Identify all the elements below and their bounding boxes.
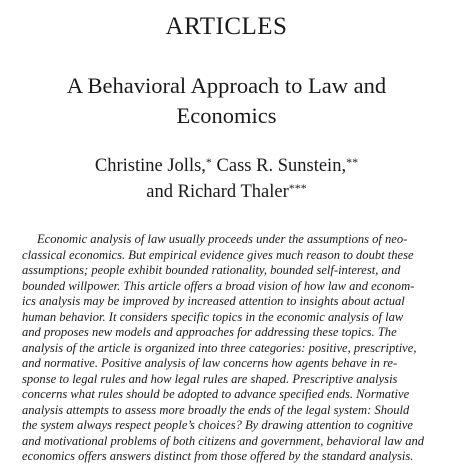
article-title-line: Economics: [176, 103, 277, 128]
abstract-line: human behavior. It considers specific topics in the economic analysis of law: [22, 309, 404, 324]
abstract-line: sponse to legal rules and how legal rules are shaped. Prescriptive analysis: [22, 371, 398, 386]
abstract-line: ics analysis may be improved by increased attention to insights about actual: [22, 294, 405, 308]
article-title-line: A Behavioral Approach to Law and: [66, 73, 387, 98]
abstract-line: bounded willpower. This article offers a broad vision of how law and econom-: [22, 278, 415, 293]
author-byline: [0, 153, 453, 205]
abstract: [22, 232, 440, 465]
author-name: Cass R. Sunstein,: [211, 156, 347, 176]
abstract-line: concerns what rules should be adopted to advance specified ends. Normative: [22, 387, 410, 401]
abstract-line: classical economics. But empirical evidence gives much reason to doubt these: [22, 247, 414, 262]
abstract-line: Economic analysis of law usually proceeds under the assumptions of neo-: [37, 232, 408, 246]
abstract-line: and motivational problems of both citizens and government, behavioral law and: [22, 433, 425, 448]
footnote-mark[interactable]: ***: [288, 181, 307, 195]
abstract-line: analysis attempts to assess more broadly the ends of the legal system: Should: [22, 402, 410, 417]
abstract-line: assumptions; people exhibit bounded rationality, bounded self-interest, and: [22, 263, 401, 277]
author-line: [0, 153, 453, 179]
abstract-line: economics offers answers distinct from those offered by the standard analysis.: [22, 449, 414, 463]
author-line: [0, 179, 453, 205]
author-name: Christine Jolls,: [94, 156, 206, 176]
author-name: and Richard Thaler: [146, 182, 289, 202]
section-heading: ARTICLES: [165, 13, 288, 40]
footnote-mark[interactable]: **: [346, 155, 359, 169]
footnote-mark[interactable]: *: [205, 155, 212, 169]
abstract-line: and proposes new models and approaches for addressing these topics. The: [22, 325, 397, 339]
article-title: [0, 71, 453, 131]
abstract-line: the system always respect people’s choices? By drawing attention to cognitive: [22, 418, 413, 432]
abstract-line: and normative. Positive analysis of law concerns how agents behave in re-: [22, 356, 398, 370]
abstract-line: analysis of the article is organized into three categories: positive, prescriptive,: [22, 340, 417, 355]
